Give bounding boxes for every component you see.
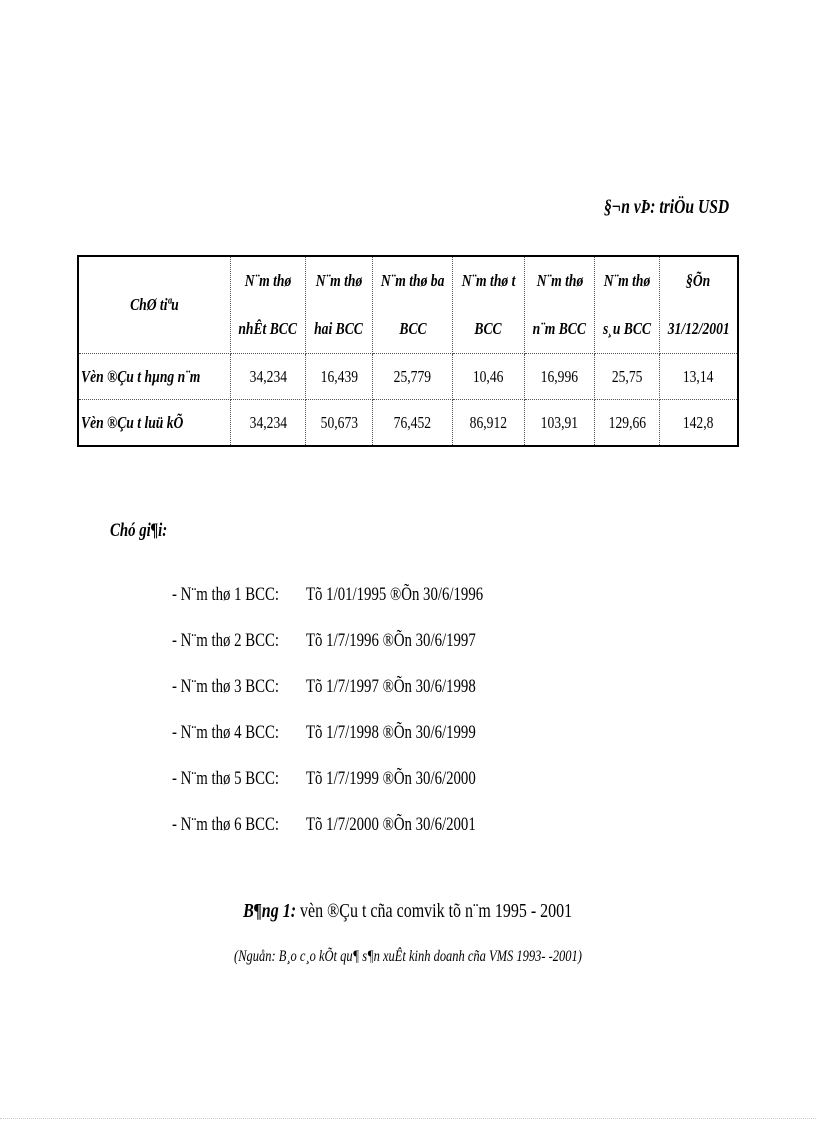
row-label: Vèn ®Çu t luü kÕ (78, 400, 231, 447)
table-cell: 16,996 (524, 354, 595, 400)
unit-label: §¬n vÞ: triÖu USD (604, 196, 730, 218)
table-cell: 76,452 (372, 400, 452, 447)
table-cell: 10,46 (453, 354, 525, 400)
page-bottom-rule (0, 1118, 816, 1119)
table-cell: 86,912 (453, 400, 525, 447)
table-cell: 34,234 (231, 354, 306, 400)
table-cell: 129,66 (595, 400, 659, 447)
header-cell-year6: N¨m thø s¸u BCC (595, 256, 659, 354)
table-cell: 13,14 (659, 354, 738, 400)
table-cell: 25,75 (595, 354, 659, 400)
source-note: (Nguån: B¸o c¸o kÕt qu¶ s¶n xuÊt kinh doanh cña VMS 1993- -2001) (234, 948, 582, 965)
table-cell: 25,779 (372, 354, 452, 400)
table-caption: B¶ng 1: vèn ®Çu t cña comvik tõ n¨m 1995 - 2001 (243, 900, 573, 922)
table-row (78, 354, 738, 400)
table-cell: 103,91 (524, 400, 595, 447)
table-cell: 50,673 (305, 400, 372, 447)
table-cell: 34,234 (231, 400, 306, 447)
row-label: Vèn ®Çu t hµng n¨m (78, 354, 231, 400)
notes-title: Chó gi¶i: (110, 520, 168, 541)
header-cell-year4: N¨m thø t BCC (453, 256, 525, 354)
table-cell: 16,439 (305, 354, 372, 400)
investment-table (77, 255, 739, 447)
table-header-row (78, 256, 738, 354)
header-cell-indicator: ChØ tiªu (78, 256, 231, 354)
header-cell-year2: N¨m thø hai BCC (305, 256, 372, 354)
table-row (78, 400, 738, 447)
table-cell: 142,8 (659, 400, 738, 447)
header-cell-year3: N¨m thø ba BCC (372, 256, 452, 354)
header-cell-to-date: §Õn 31/12/2001 (659, 256, 738, 354)
header-cell-year1: N¨m thø nhÊt BCC (231, 256, 306, 354)
header-cell-year5: N¨m thø n¨m BCC (524, 256, 595, 354)
